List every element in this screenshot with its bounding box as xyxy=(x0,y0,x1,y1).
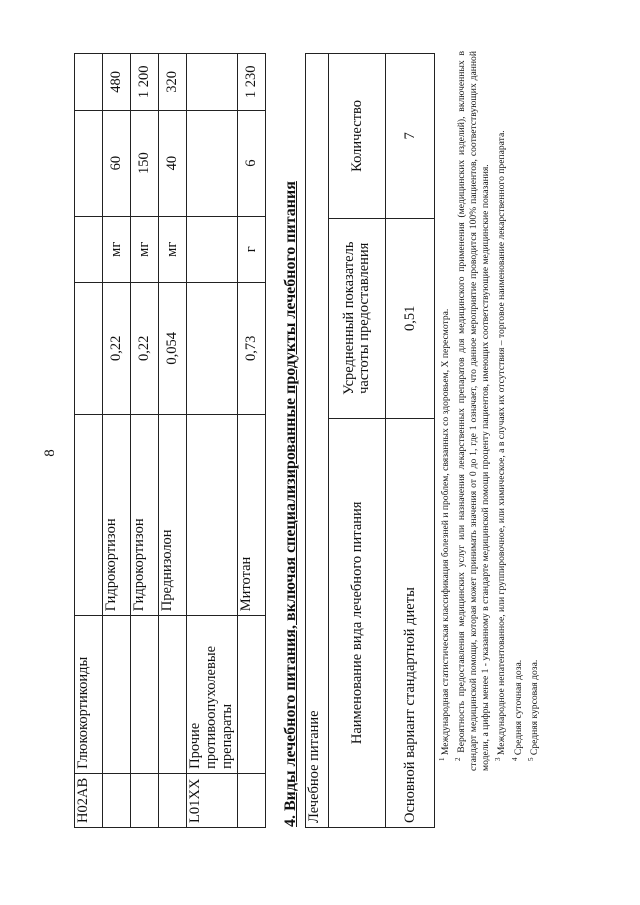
daily-dose xyxy=(75,110,103,216)
drug-name: Гидрокортизон xyxy=(103,414,131,616)
atc-code xyxy=(103,773,131,827)
daily-dose: 150 xyxy=(131,110,159,216)
unit: г xyxy=(238,216,266,282)
nutrition-table xyxy=(305,53,435,828)
drug-name xyxy=(187,414,238,616)
unit-value: 0,054 xyxy=(159,282,187,414)
unit-value: 0,73 xyxy=(238,282,266,414)
table-row xyxy=(187,54,238,828)
atc-group xyxy=(131,616,159,774)
course-dose: 1 200 xyxy=(131,54,159,111)
atc-code: L01XX xyxy=(187,773,238,827)
footnote: $^5$ Средняя курсовая доза. xyxy=(526,659,540,761)
course-dose: 480 xyxy=(103,54,131,111)
atc-code: H02AB xyxy=(75,773,103,827)
footnote: $^3$ Международное непатентованное, или группировочное, или химическое, а в случаях их отсутствия – торговое наименование лекарственного препарата. xyxy=(494,130,508,761)
course-dose: 1 230 xyxy=(238,54,266,111)
atc-code xyxy=(238,773,266,827)
unit xyxy=(187,216,238,282)
table-row xyxy=(329,54,386,828)
drug-name xyxy=(75,414,103,616)
unit-value: 0,22 xyxy=(131,282,159,414)
diet-frequency: 0,51 xyxy=(386,218,435,418)
section-heading: 4. Виды лечебного питания, включая специализированные продукты лечебного питания xyxy=(282,181,299,827)
daily-dose: 40 xyxy=(159,110,187,216)
table-row xyxy=(306,54,329,828)
drug-table xyxy=(74,53,266,828)
footnote: $^1$ Международная статистическая классификация болезней и проблем, связанных со здоровьем, X пересмотра. xyxy=(438,308,452,761)
unit-value: 0,22 xyxy=(103,282,131,414)
page-number: 8 xyxy=(42,449,58,457)
unit-value xyxy=(75,282,103,414)
course-dose: 320 xyxy=(159,54,187,111)
footnote: $^2$ Вероятность предоставления медицинских услуг или назначения лекарственных препаратов для медицинского применения (медицинских изделий), включенных в стандарт медицинской помощи, которая может принимать значения от 0 до 1, где 1 означает, что данное мероприятие проводится 100% пациентов, соответствующих данной модели, а цифры менее 1 - указанному в стандарте медицинской помощи проценту пациентов, имеющих соответствующие медицинские показания. xyxy=(454,51,492,771)
atc-group: Глюкокортикоиды xyxy=(75,616,103,774)
atc-group xyxy=(238,616,266,774)
course-dose xyxy=(187,54,238,111)
column-header-name: Наименование вида лечебного питания xyxy=(329,418,386,827)
atc-code xyxy=(131,773,159,827)
course-dose xyxy=(75,54,103,111)
table-row xyxy=(75,54,103,828)
unit xyxy=(75,216,103,282)
atc-group: Прочие противоопухолевые препараты xyxy=(187,616,238,774)
diet-quantity: 7 xyxy=(386,54,435,219)
table-row xyxy=(103,54,131,828)
diet-name: Основной вариант стандартной диеты xyxy=(386,418,435,827)
unit: мг xyxy=(131,216,159,282)
daily-dose: 60 xyxy=(103,110,131,216)
unit-value xyxy=(187,282,238,414)
atc-code xyxy=(159,773,187,827)
unit: мг xyxy=(103,216,131,282)
table-row xyxy=(386,54,435,828)
atc-group xyxy=(159,616,187,774)
daily-dose: 6 xyxy=(238,110,266,216)
daily-dose xyxy=(187,110,238,216)
column-header-quantity: Количество xyxy=(329,54,386,219)
table-row xyxy=(238,54,266,828)
unit: мг xyxy=(159,216,187,282)
drug-name: Митотан xyxy=(238,414,266,616)
footnote: $^4$ Средняя суточная доза. xyxy=(510,659,524,761)
table-row xyxy=(131,54,159,828)
column-header-frequency: Усредненный показатель частоты предоставления xyxy=(329,218,386,418)
atc-group xyxy=(103,616,131,774)
table-row xyxy=(159,54,187,828)
footnotes xyxy=(436,51,541,771)
drug-name: Гидрокортизон xyxy=(131,414,159,616)
category-label: Лечебное питание xyxy=(306,54,329,828)
drug-name: Преднизолон xyxy=(159,414,187,616)
